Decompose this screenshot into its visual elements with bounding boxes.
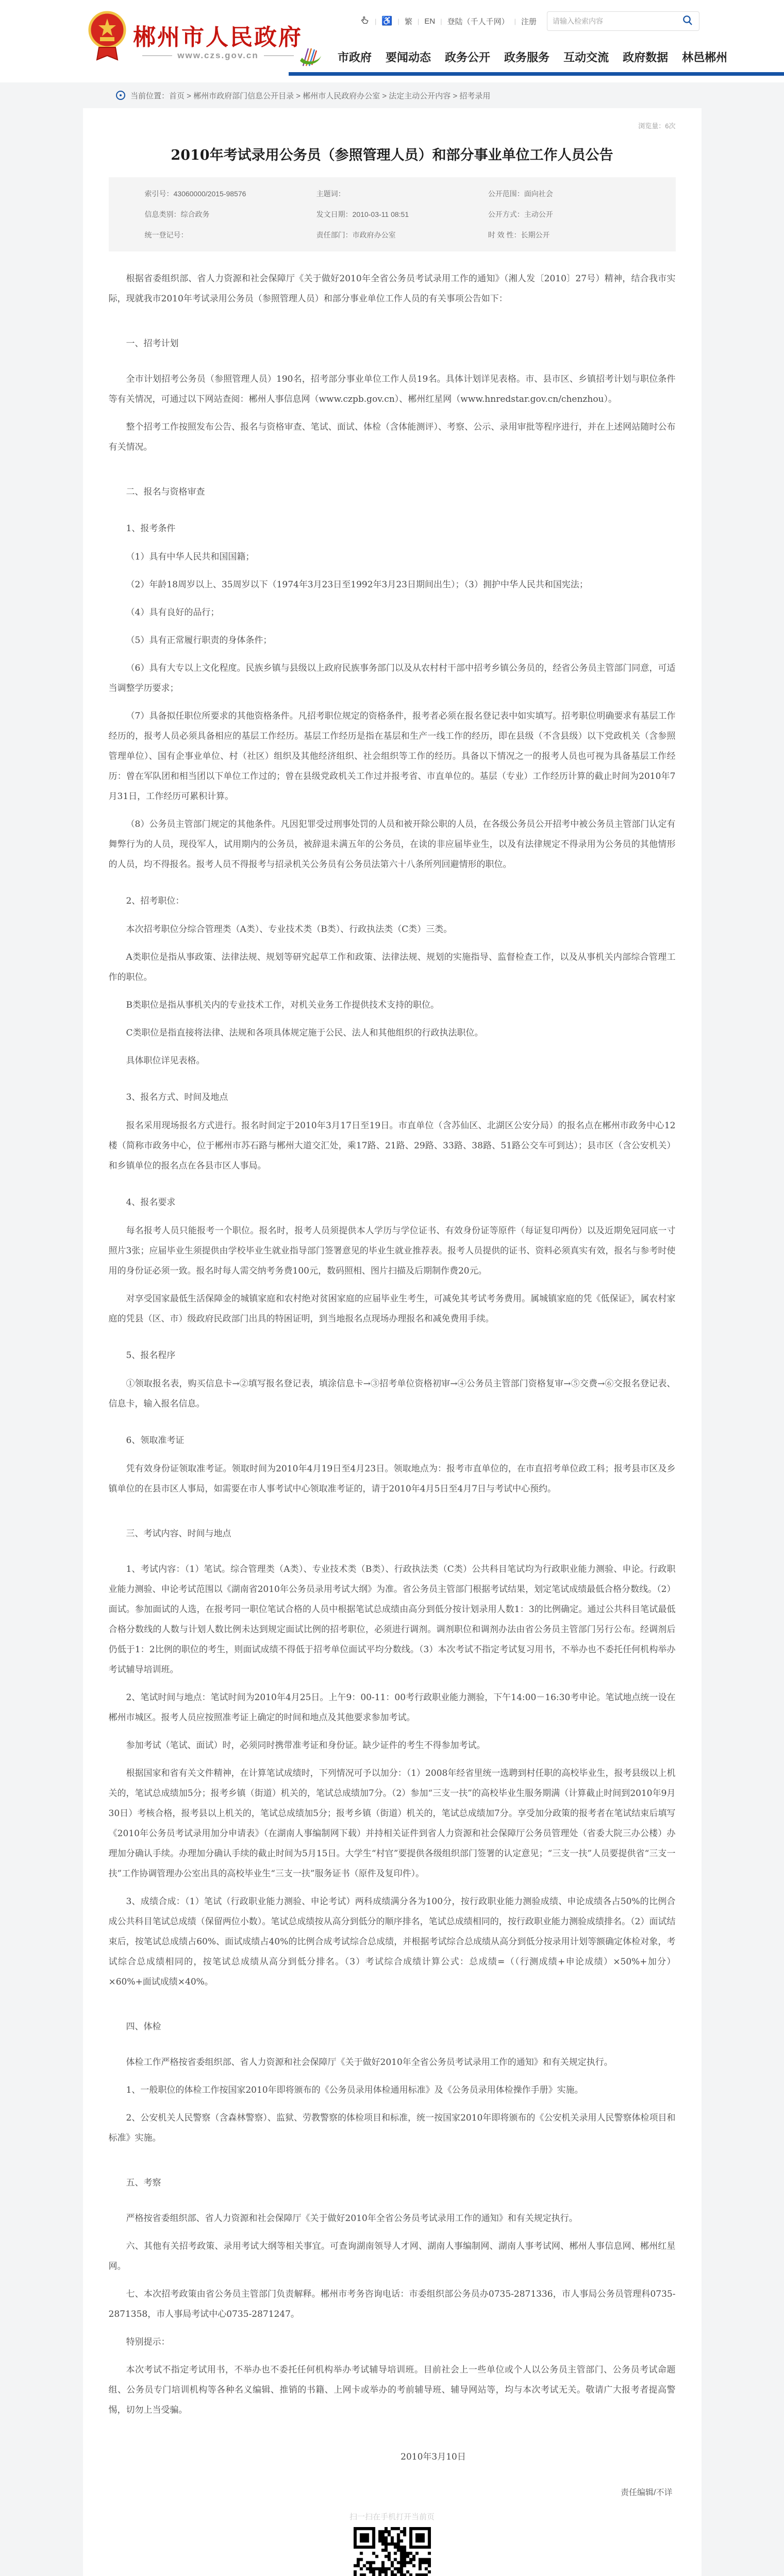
- nav-item-4[interactable]: 互动交流: [563, 50, 609, 64]
- meta-cell: 责任部门：市政府办公室: [316, 231, 396, 239]
- article-heading: 五、考察: [126, 2178, 161, 2188]
- english-toggle[interactable]: EN: [424, 16, 436, 26]
- article-paragraph: 报名采用现场报名方式进行。报名时间定于2010年3月17日至19日。市直单位（含苏仙区、北湖区公安分局）的报名点在郴州市政务中心12楼（简称市政务中心，位于郴州市苏石路与郴州大道交汇处，乘17路、21路、29路、33路、38路、51路公交车可到达）；县市区（含公安机关）和乡镇单位的报名点在各县市区人事局。: [108, 1121, 676, 1171]
- article-heading: 2、招考职位：: [126, 896, 185, 906]
- accessibility-pointer-icon[interactable]: [360, 15, 370, 27]
- wheelchair-icon[interactable]: ♿: [381, 16, 393, 26]
- article-paragraph: （1）具有中华人民共和国国籍；: [126, 552, 255, 562]
- article-heading: 6、领取准考证: [126, 1435, 185, 1446]
- qr-code: [354, 2527, 431, 2576]
- article-paragraph: 2、笔试时间与地点：笔试时间为2010年4月25日。上午9：00-11：00考行政职业能力测验，下午14:00－16:30考申论。笔试地点统一设在郴州市城区。报考人员应按照准考证上确定的时间和地点及其他要求参加考试。: [108, 1692, 676, 1723]
- article-paragraph: （5）具有正常履行职责的身体条件；: [126, 635, 272, 646]
- meta-cell: 时 效 性：长期公开: [488, 231, 550, 239]
- nav-item-2[interactable]: 政务公开: [445, 50, 491, 64]
- article-paragraph: 凭有效身份证领取准考证。领取时间为2010年4月19日至4月23日。领取地点为：报考市直单位的，在市直招考单位政工科；报考县市区及乡镇单位的在县市区人事局，如需要在市人事考试中心领取准考证的，请于2010年4月5日至4月7日与考试中心预约。: [108, 1464, 676, 1494]
- divider: |: [417, 17, 420, 25]
- utility-bar: [360, 11, 699, 31]
- article-paragraph: 1、考试内容：（1）笔试。综合管理类（A类）、专业技术类（B类）、行政执法类（C类）公共科目笔试均为行政职业能力测验、申论。行政职业能力测验、申论考试范围以《湖南省2010年公务员录用考试大纲》为准。省公务员主管部门根据考试结果，划定笔试成绩最低合格分数线。（2）面试。参加面试的人选，在报考同一职位笔试合格的人员中根据笔试总成绩由高分到低分按计划录用人数1：3的比例确定。通过公共科目笔试最低合格分数线的人数与计划人数比例未达到规定面试比例的招考职位，必须进行调剂。调剂职位和调剂办法由省公务员主管部门另行公布。经调剂后仍低于1：2比例的职位的考生，则面试成绩不得低于招考单位面试平均分数线。（3）本次考试不指定考试复习用书，不举办也不委托任何机构举办考试辅导培训班。: [108, 1564, 676, 1675]
- article-paragraph: （8）公务员主管部门规定的其他条件。凡因犯罪受过刑事处罚的人员和被开除公职的人员，在各级公务员公开招考中被公务员主管部门认定有舞弊行为的人员，现役军人，试用期内的公务员，被辞退未满五年的公务员，在读的非应届毕业生，以及有法律规定不得录用为公务员的其他情形的人员，均不得报名。报考人员不得报考与招录机关公务员有公务员法第六十八条所列回避情形的职位。: [108, 819, 676, 870]
- article-paragraph: （4）具有良好的品行；: [126, 607, 220, 618]
- site-header: [0, 0, 784, 82]
- article-paragraph: 3、成绩合成：（1）笔试（行政职业能力测验、申论考试）两科成绩满分各为100分，按行政职业能力测验成绩、申论成绩各占50%的比例合成公共科目笔试总成绩（保留两位小数）。笔试总成绩按从高分到低分的顺序排名，笔试总成绩相同的，按行政职业能力测验成绩排名。（2）面试结束后，按笔试总成绩占60%、面试成绩占40%的比例合成考试综合总成绩，并根据考试综合总成绩从高分到低分按录用计划等额确定体检对象，考试综合总成绩相同的，按笔试总成绩从高分到低分排名。（3）考试综合成绩计算公式：总成绩=（（行测成绩+申论成绩）×50%+加分）×60%+面试成绩×40%。: [108, 1896, 676, 1987]
- divider: |: [374, 17, 377, 25]
- article-heading: 1、报考条件: [126, 523, 176, 534]
- article-heading: 四、体检: [126, 2022, 161, 2032]
- article-paragraph: 特别提示：: [126, 2337, 170, 2347]
- qr-section: [109, 2511, 676, 2576]
- article-paragraph: 六、其他有关招考政策、录用考试大纲等相关事宜。可查询湖南领导人才网、湖南人事编制网、湖南人事考试网、郴州人事信息网、郴州红星网。: [108, 2241, 676, 2272]
- nav-item-0[interactable]: 市政府: [338, 50, 372, 64]
- article-paragraph: 本次招考职位分综合管理类（A类）、专业技术类（B类）、行政执法类（C类）三类。: [126, 924, 453, 935]
- nav-item-3[interactable]: 政务服务: [504, 50, 550, 64]
- nav-item-5[interactable]: 政府数据: [623, 50, 669, 64]
- search-icon[interactable]: [681, 14, 694, 28]
- location-pin-icon: [116, 91, 125, 100]
- article-paragraph: 具体职位详见表格。: [126, 1056, 205, 1066]
- article-body: [109, 269, 676, 2420]
- document-date: 2010年3月10日: [401, 2452, 466, 2462]
- article-paragraph: 根据省委组织部、省人力资源和社会保障厅《关于做好2010年全省公务员考试录用工作的通知》（湘人发〔2010〕27号）精神，结合我市实际，现就我市2010年考试录用公务员（参照管理人员）和部分事业单位工作人员的有关事项公告如下：: [108, 274, 676, 304]
- article-paragraph: （6）具有大专以上文化程度。民族乡镇与县级以上政府民族事务部门以及从农村村干部中招考乡镇公务员的，经省公务员主管部门同意，可适当调整学历要求；: [108, 663, 676, 693]
- divider: |: [440, 17, 442, 25]
- page-title: 2010年考试录用公务员（参照管理人员）和部分事业单位工作人员公告: [171, 147, 613, 163]
- article-paragraph: 2、公安机关人民警察（含森林警察）、监狱、劳教警察的体检项目和标准，统一按国家2010年即将颁布的《公安机关录用人民警察体检项目和标准》实施。: [108, 2113, 676, 2143]
- article-paragraph: C类职位是指直接将法律、法规和各项具体规定施于公民、法人和其他组织的行政执法职位。: [126, 1028, 483, 1038]
- article-paragraph: A类职位是指从事政策、法律法规、规划等研究起草工作和政策、法律法规、规划的实施指导、监督检查工作，以及从事机关内部综合管理工作的职位。: [108, 952, 676, 982]
- breadcrumb-text[interactable]: 当前位置：首页 > 郴州市政府部门信息公开目录 > 郴州市人民政府办公室 > 法定主动公开内容 > 招考录用: [130, 91, 491, 100]
- article-paragraph: 对享受国家最低生活保障金的城镇家庭和农村绝对贫困家庭的应届毕业生考生，可减免其考试考务费用。属城镇家庭的凭《低保证》，属农村家庭的凭县（区、市）级政府民政部门出具的特困证明，到当地报名点现场办理报名和减免费用手续。: [108, 1294, 676, 1324]
- nav-item-6[interactable]: 林邑郴州: [682, 50, 728, 64]
- meta-cell: 发文日期：2010-03-11 08:51: [316, 210, 409, 218]
- editor-credit: 责任编辑/不详: [621, 2488, 673, 2497]
- divider: |: [397, 17, 399, 25]
- search-box: [547, 11, 699, 31]
- view-count: 浏览量：6次: [638, 122, 676, 130]
- article-heading: 3、报名方式、时间及地点: [126, 1092, 228, 1103]
- meta-cell: 公开范围：面向社会: [488, 190, 553, 198]
- meta-cell: 索引号：43060000/2015-98576: [144, 190, 246, 198]
- city-brand-icon: [298, 45, 323, 68]
- meta-cell: 信息类别：综合政务: [144, 210, 210, 218]
- article-paragraph: 整个招考工作按照发布公告、报名与资格审查、笔试、面试、体检（含体能测评）、考察、公示、录用审批等程序进行，并在上述网站随时公布有关情况。: [108, 422, 676, 452]
- article-paragraph: （2）年龄18周岁以上、35周岁以下（1974年3月23日至1992年3月23日期间出生）；（3）拥护中华人民共和国宪法；: [126, 580, 588, 590]
- national-emblem-logo: [87, 10, 128, 62]
- breadcrumb: [0, 82, 784, 108]
- article-heading: 4、报名要求: [126, 1197, 176, 1208]
- article-paragraph: 体检工作严格按省委组织部、省人力资源和社会保障厅《关于做好2010年全省公务员考试录用工作的通知》和有关规定执行。: [126, 2057, 613, 2067]
- nav-underline: [289, 72, 784, 76]
- divider: |: [514, 17, 516, 25]
- article-paragraph: 严格按省委组织部、省人力资源和社会保障厅《关于做好2010年全省公务员考试录用工作的通知》和有关规定执行。: [126, 2213, 578, 2224]
- article-heading: 三、考试内容、时间与地点: [126, 1529, 231, 1539]
- site-url: www.czs.gov.cn: [133, 50, 303, 61]
- article-card: [83, 108, 702, 2576]
- article-heading: 二、报名与资格审查: [126, 487, 205, 497]
- article-paragraph: （7）具备拟任职位所要求的其他资格条件。凡招考职位规定的资格条件，报考者必须在报名登记表中如实填写。招考职位明确要求有基层工作经历的，报考人员必须具备相应的基层工作经历。基层工作经历是指在基层和生产一线工作的经历，即在县级（不含县级）以下党政机关（含参照管理单位）、国有企事业单位、村（社区）组织及其他经济组织、社会组织等工作的经历。具备以下情况之一的报考人员也可视为具备基层工作经历：曾在军队团和相当团以下单位工作过的；曾在县级党政机关工作过并报考省、市直单位的。基层（专业）工作经历计算的截止时间为2010年7月31日，工作经历可累积计算。: [108, 711, 676, 802]
- article-paragraph: 参加考试（笔试、面试）时，必须同时携带准考证和身份证。缺少证件的考生不得参加考试。: [126, 1740, 486, 1751]
- article-heading: 5、报名程序: [126, 1350, 176, 1361]
- article-paragraph: B类职位是指从事机关内的专业技术工作，对机关业务工作提供技术支持的职位。: [126, 1000, 439, 1010]
- document-meta-table: [109, 177, 676, 251]
- article-paragraph: ①领取报名表，购买信息卡→②填写报名登记表，填涂信息卡→③招考单位资格初审→④公务员主管部门资格复审→⑤交费→⑥交报名登记表、信息卡，输入报名信息。: [108, 1379, 676, 1409]
- traditional-chinese-toggle[interactable]: 繁: [404, 17, 412, 26]
- article-paragraph: 1、一般职位的体检工作按国家2010年即将颁布的《公务员录用体检通用标准》及《公务员录用体检操作手册》实施。: [126, 2085, 583, 2095]
- login-link[interactable]: 登陆（千人千网）: [447, 17, 509, 26]
- site-title: 郴州市人民政府: [133, 24, 303, 50]
- article-paragraph: 全市计划招考公务员（参照管理人员）190名，招考部分事业单位工作人员19名。具体计划详见表格。市、县市区、乡镇招考计划与职位条件等有关情况，可通过以下网站查阅：郴州人事信息网（www.czpb.gov.cn）、郴州红星网（www.hnredstar.gov.cn/chenzhou）。: [108, 374, 676, 404]
- article-paragraph: 七、本次招考政策由省公务员主管部门负责解释。郴州市考务咨询电话：市委组织部公务员办0735-2871336，市人事局公务员管理科0735-2871358，市人事局考试中心0735-2871247。: [108, 2289, 676, 2319]
- meta-cell: 统一登记号：: [144, 231, 188, 239]
- main-nav: [298, 45, 727, 68]
- meta-cell: 公开方式：主动公开: [488, 210, 553, 218]
- nav-item-1[interactable]: 要闻动态: [386, 50, 431, 64]
- article-paragraph: 根据国家和省有关文件精神，在计算笔试成绩时，下列情况可予以加分：（1）2008年经省里统一选聘到村任职的高校毕业生，报考县级以上机关的，笔试总成绩加5分；报考乡镇（街道）机关的，笔试总成绩加7分。（2）参加“三支一扶”的高校毕业生服务期满（计算截止时间到2010年9月30日）考核合格，报考县以上机关的，笔试总成绩加5分；报考乡镇（街道）机关的，笔试总成绩加7分。享受加分政策的报考者在笔试结束后填写《2010年公务员考试录用加分申请表》（在湖南人事编制网下载）并持相关证件到省人力资源和社会保障厅公务员管理处（省委大院三办公楼）办理加分确认手续。办理加分确认手续的截止时间为5月15日。大学生“村官”要提供各级组织部门签署的认定意见；“三支一扶”人员要提供省“三支一扶”工作协调管理办公室出具的高校毕业生“三支一扶”服务证书（原件及复印件）。: [108, 1768, 676, 1879]
- article-paragraph: 本次考试不指定考试用书，不举办也不委托任何机构举办考试辅导培训班。目前社会上一些单位或个人以公务员主管部门、公务员考试命题组、公务员专门培训机构等各种名义编辑、推销的书籍、上网卡或举办的考前辅导班、辅导网站等，均与本次考试无关。敬请广大报考者提高警惕，切勿上当受骗。: [108, 2365, 676, 2415]
- register-link[interactable]: 注册: [521, 17, 537, 26]
- article-paragraph: 每名报考人员只能报考一个职位。报名时，报考人员须提供本人学历与学位证书、有效身份证等原件（每证复印两份）以及近期免冠同底一寸照片3张；应届毕业生须提供由学校毕业生就业指导部门签署意见的毕业生就业推荐表。报考人员提供的证书、资料必须真实有效，报名与参考时使用的身份证必须一致。报名时每人需交纳考务费100元，数码照相、图片扫描及后期制作费20元。: [108, 1226, 676, 1276]
- article-heading: 一、招考计划: [126, 338, 179, 349]
- meta-cell: 主题词：: [316, 190, 345, 198]
- search-input[interactable]: [553, 17, 681, 25]
- qr-caption: 扫一扫在手机打开当前页: [349, 2513, 435, 2521]
